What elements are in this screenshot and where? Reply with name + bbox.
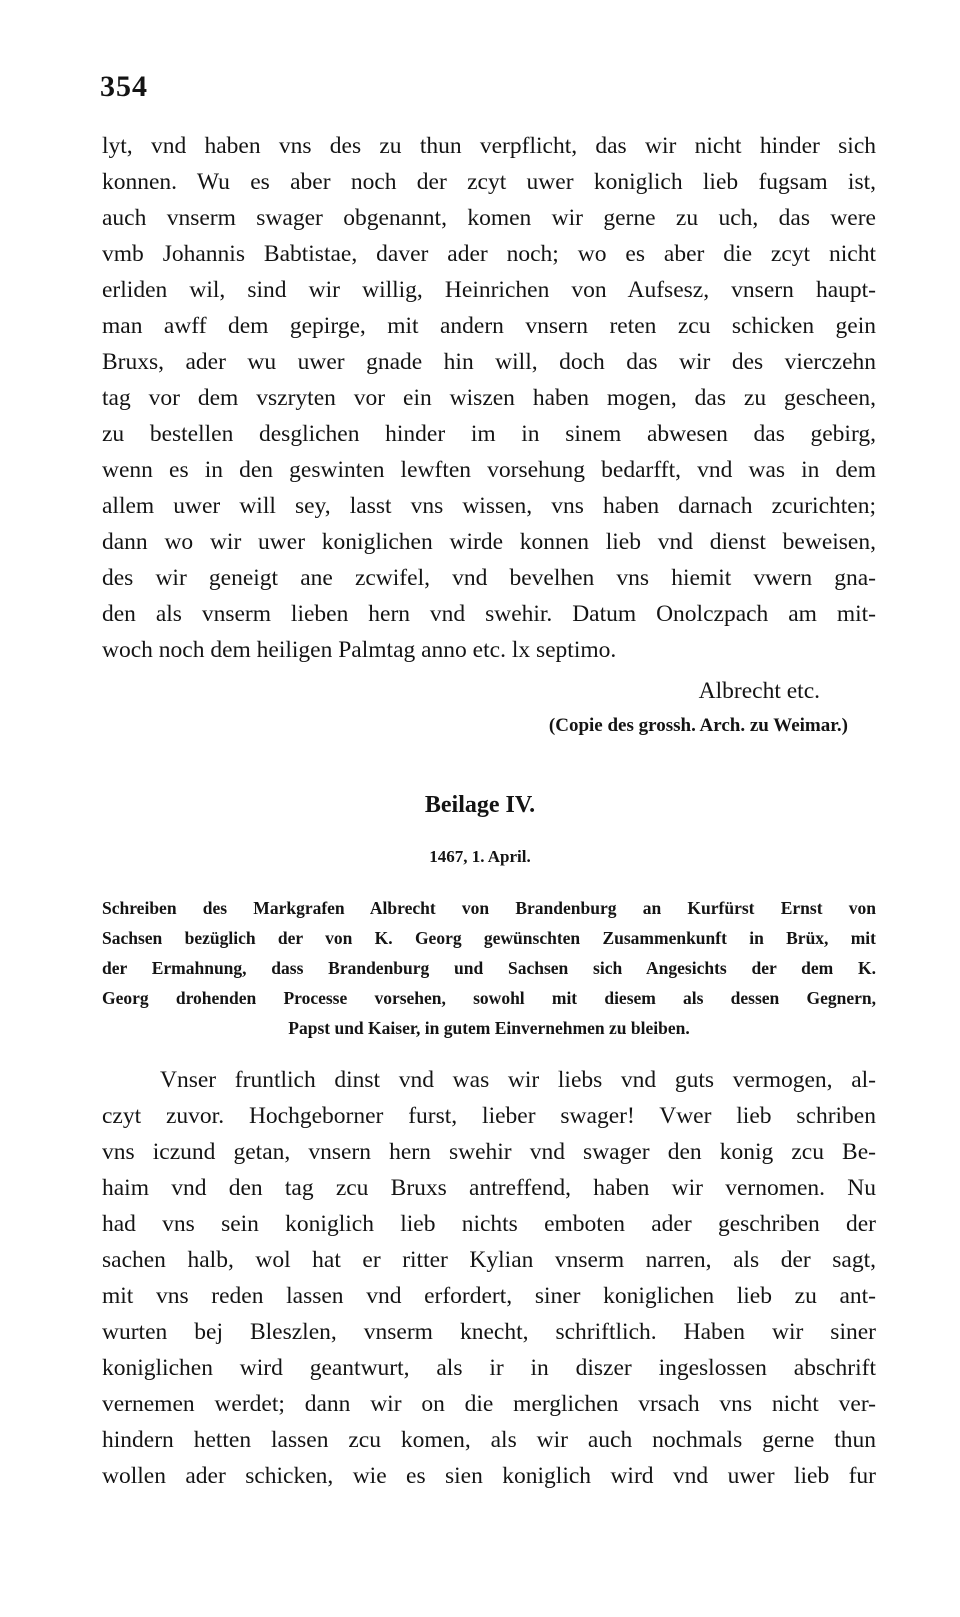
summary-line: Papst und Kaiser, in gutem Einvernehmen zu bleiben. [288,1018,690,1038]
appendix-date: 1467, 1. April. [429,847,531,866]
text-line: Bruxs, ader wu uwer gnade hin will, doch das wir des vierczehn [102,349,876,375]
text-line: allem uwer will sey, lasst vns wissen, vns haben darnach zcurichten; [102,493,876,519]
text-line: mit vns reden lassen vnd erfordert, siner koniglichen lieb zu ant- [102,1283,876,1309]
text-line: wurten bej Bleszlen, vnserm knecht, schriftlich. Haben wir siner [102,1319,876,1345]
text-line: Vnser fruntlich dinst vnd was wir liebs vnd guts vermogen, al- [160,1067,876,1093]
text-line: auch vnserm swager obgenannt, komen wir gerne zu uch, das were [102,205,876,231]
text-line: wollen ader schicken, wie es sien koniglich wird vnd uwer lieb fur [102,1463,876,1489]
text-line: erliden wil, sind wir willig, Heinrichen von Aufsesz, vnsern haupt- [102,277,876,303]
text-line: des wir geneigt ane zcwifel, vnd bevelhen vns hiemit vwern gna- [102,565,876,591]
summary-line: der Ermahnung, dass Brandenburg und Sachsen sich Angesichts der dem K. [102,958,876,978]
summary-line: Schreiben des Markgrafen Albrecht von Brandenburg an Kurfürst Ernst von [102,898,876,918]
text-line: tag vor dem vszryten vor ein wiszen haben mogen, das zu gescheen, [102,385,876,411]
text-line: vmb Johannis Babtistae, daver ader noch; wo es aber die zcyt nicht [102,241,876,267]
text-line: man awff dem gepirge, mit andern vnsern reten zcu schicken gein [102,313,876,339]
text-line: wenn es in den geswinten lewften vorsehung bedarfft, vnd was in dem [102,457,876,483]
source-note: (Copie des grossh. Arch. zu Weimar.) [548,715,848,736]
text-line: zu bestellen desglichen hinder im in sinem abwesen das gebirg, [102,421,876,447]
text-line: had vns sein koniglich lieb nichts emboten ader geschriben der [102,1211,876,1237]
summary-line: Sachsen bezüglich der von K. Georg gewünschten Zusammenkunft in Brüx, mit [102,928,876,948]
text-line: hindern hetten lassen zcu komen, als wir auch nochmals gerne thun [102,1427,876,1453]
text-line: konnen. Wu es aber noch der zcyt uwer koniglich lieb fugsam ist, [102,169,876,195]
text-line: lyt, vnd haben vns des zu thun verpflicht, das wir nicht hinder sich [102,133,876,159]
text-line: den als vnserm lieben hern vnd swehir. Datum Onolczpach am mit- [102,601,876,627]
page-number: 354 [100,70,148,103]
text-line: czyt zuvor. Hochgeborner furst, lieber swager! Vwer lieb schriben [102,1103,876,1129]
text-line: haim vnd den tag zcu Bruxs antreffend, haben wir vernomen. Nu [102,1175,876,1201]
text-line: vernemen werdet; dann wir on die merglichen vrsach vns nicht ver- [102,1391,876,1417]
appendix-heading: Beilage IV. [424,792,536,818]
text-line: vns iczund getan, vnsern hern swehir vnd swager den konig zcu Be- [102,1139,876,1165]
text-line: sachen halb, wol hat er ritter Kylian vnserm narren, als der sagt, [102,1247,876,1273]
summary-line: Georg drohenden Processe vorsehen, sowohl mit diesem als dessen Gegnern, [102,988,876,1008]
text-line: dann wo wir uwer koniglichen wirde konnen lieb vnd dienst beweisen, [102,529,876,555]
text-line: woch noch dem heiligen Palmtag anno etc. lx septimo. [102,637,617,663]
signature: Albrecht etc. [698,678,820,704]
text-line: koniglichen wird geantwurt, als ir in diszer ingeslossen abschrift [102,1355,876,1381]
